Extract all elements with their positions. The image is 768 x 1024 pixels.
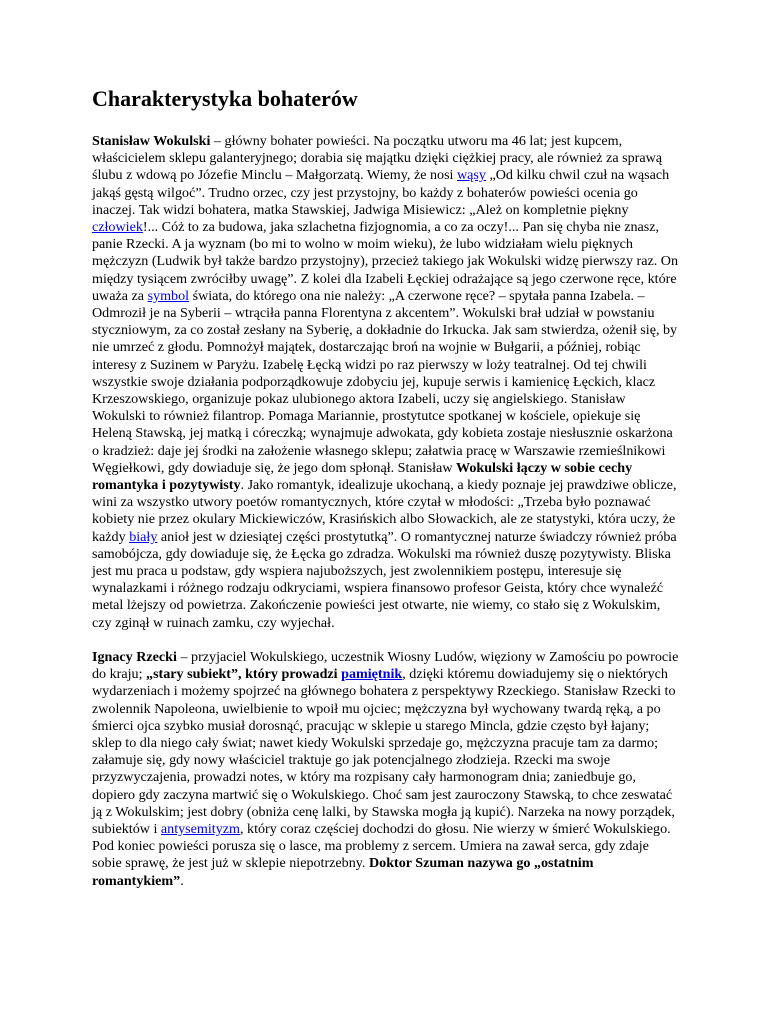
text-segment: – główny bohater powieści. Na początku utworu ma 46 lat; jest kupcem, właścicielem sklepu galanteryjnego; dorabia się majątku dzięki ciężkiej pracy, ale również za sprawą ślubu z wdową po Józefie Minclu – Małgorzatą. Wiemy, że nosi xyxy=(92,133,663,184)
link-symbol[interactable]: symbol xyxy=(147,287,190,304)
page-title: Charakterystyka bohaterów xyxy=(92,86,358,111)
text-segment: . Jako romantyk, idealizuje ukochaną, a kiedy poznaje jej prawdziwe oblicze, wini za wszystko utwory poetów romantycznych, które czytał w młodości: „Trzeba było poznawać kobiety nie przez okulary Mickiewiczów, Krasińskich albo Słowackich, ale ze statystyki, która uczy, że każdy xyxy=(92,477,677,545)
link-bialy[interactable]: biały xyxy=(129,528,158,545)
link-czlowiek[interactable]: człowiek xyxy=(92,219,143,236)
link-pamietnik[interactable]: pamiętnik xyxy=(341,666,403,683)
link-antysemityzm[interactable]: antysemityzm xyxy=(160,820,240,837)
paragraph-wokulski xyxy=(92,133,680,632)
bold-phrase-stary-subiekt: „stary subiekt”, który prowadzi xyxy=(146,666,342,683)
bold-phrase-romantyk-pozytywista: Wokulski łączy w sobie cechy romantyka i pozytywisty xyxy=(92,459,633,494)
text-segment: anioł jest w dziesiątej części prostytutką”. O romantycznej naturze świadczy również próba samobójcza, gdy dowiaduje się, że Łęcka go zdradza. Wokulski ma również duszę pozytywisty. Bliska jest mu praca u podstaw, gdy wspiera najuboższych, jest zwolennikiem postępu, interesuje się wynalazkami i różnego rodzaju odkryciami, wspiera finansowo profesor Geista, który chce wynaleźć metal lżejszy od powietrza. Zakończenie powieści jest otwarte, nie wiemy, co stało się z Wokulskim, czy zginął w ruinach zamku, czy wyjechał. xyxy=(92,528,677,631)
paragraph-rzecki xyxy=(92,649,680,890)
text-segment: świata, do którego ona nie należy: „A czerwone ręce? – spytała panna Izabela. – Odmroził je na Syberii – wtrąciła panna Florentyna z akcentem”. Wokulski brał udział w powstaniu styczniowym, za co został zesłany na Syberię, a dokładnie do Irkucka. Jak sam stwierdza, ożenił się, by nie umrzeć z głodu. Pomnożył majątek, dostarczając broń na wojnie w Bułgarii, a później, robiąc interesy z Suzinem w Paryżu. Izabelę Łęcką widzi po raz pierwszy w loży teatralnej. Od tej chwili wszystkie swoje działania podporządkowuje zdobyciu jej, kupuje serwis i kamienicę Łęckich, klacz Krzeszowskiego, organizuje pokaz ulubionego aktora Izabeli, uczy się angielskiego. Stanisław Wokulski to również filantrop. Pomaga Mariannie, prostytutce spotkanej w kościele, opiekuje się Heleną Stawską, jej matką i córeczką; wynajmuje adwokata, gdy kobieta zostaje niesłusznie oskarżona o kradzież: daje jej środki na założenie własnego sklepu; załatwia pracę w Warszawie rzemieślnikowi Węgiełkowi, gdy dowiaduje się, że jego dom spłonął. Stanisław xyxy=(92,287,678,476)
character-name-wokulski: Stanisław Wokulski xyxy=(92,133,211,149)
text-segment: . xyxy=(180,872,184,889)
text-segment: – przyjaciel Wokulskiego, uczestnik Wiosny Ludów, więziony w Zamościu po powrocie do kraju; xyxy=(92,648,679,683)
link-wasy[interactable]: wąsy xyxy=(457,167,486,184)
text-segment: !... Cóż to za budowa, jaka szlachetna fizjognomia, a co za oczy!... Pan się chyba nie znasz, panie Rzecki. A ja wyznam (bo mi to wolno w moim wieku), że lubo widziałam wielu pięknych mężczyzn (Ludwik był także bardzo przystojny), przecież takiego jak Wokulski widzę pierwszy raz. On między tysiącem zwróciłby uwagę”. Z kolei dla Izabeli Łęckiej odrażające są jego czerwone ręce, które uważa za xyxy=(92,219,679,304)
character-name-rzecki: Ignacy Rzecki xyxy=(92,648,177,665)
bold-phrase-ostatni-romantyk: Doktor Szuman nazywa go „ostatnim romantykiem” xyxy=(92,855,594,889)
text-segment: , który coraz częściej dochodzi do głosu. Nie wierzy w śmierć Wokulskiego. Pod koniec powieści porusza się o lasce, ma problemy z sercem. Umiera na zawał serca, gdy zdaje sobie sprawę, że jest już w sklepie niepotrzebny. xyxy=(92,820,671,872)
text-segment: , dzięki któremu dowiadujemy się o niektórych wydarzeniach i możemy spojrzeć na głównego bohatera z perspektywy Rzeckiego. Stanisław Rzecki to zwolennik Napoleona, uwielbienie to wpoił mu ojciec; mężczyzna był wychowany twardą ręką, a po śmierci ojca szybko musiał dorosnąć, pracując w sklepie u starego Mincla, gdzie często był łajany; sklep to dla niego cały świat; nawet kiedy Wokulski sprzedaje go, mężczyzna pracuje tam za darmo; załamuje się, gdy nowy właściciel traktuje go jak potencjalnego złodzieja. Rzecki ma swoje przyzwyczajenia, prowadzi notes, w który ma rozpisany cały harmonogram dnia; zaniedbuje go, dopiero gdy zaczyna martwić się o Wokulskiego. Choć sam jest zauroczony Stawską, to chce zeswatać ją z Wokulskim; jest dobry (obniża cenę lalki, by Stawska mogła ją kupić). Narzeka na nowy porządek, subiektów i xyxy=(92,666,676,837)
document-page xyxy=(92,86,680,890)
text-segment: „Od kilku chwil czuł na wąsach jakąś gęstą wilgoć”. Trudno orzec, czy jest przystojny, bo każdy z bohaterów powieści ocenia go inaczej. Tak widzi bohatera, matka Stawskiej, Jadwiga Misiewicz: „Ależ on kompletnie piękny xyxy=(92,167,670,218)
